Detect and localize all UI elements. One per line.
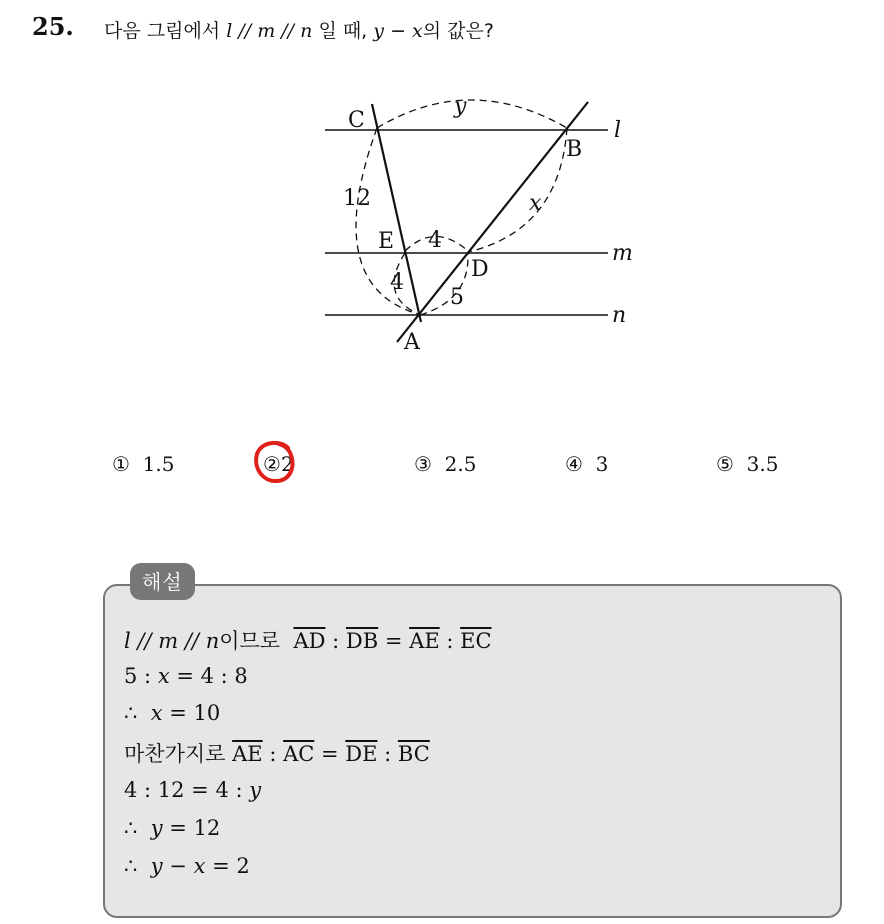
ratio-colon: : — [446, 629, 454, 653]
question-number: 25. — [32, 12, 74, 41]
choice-value: 1.5 — [142, 452, 175, 476]
choice-number: ③ — [414, 452, 432, 476]
measure-ea-label: 4 — [390, 270, 404, 295]
point-d-label: D — [471, 257, 489, 282]
choice-number: ② — [263, 452, 281, 476]
segment-de: $\overline{DE}$ — [345, 742, 378, 766]
therefore-symbol: ∴ — [124, 701, 138, 725]
choice-value: 2 — [280, 452, 294, 476]
sym-l: l — [124, 629, 131, 653]
measure-ca-label: 12 — [343, 186, 371, 211]
point-a-label: A — [404, 330, 420, 355]
expr: = 12 — [169, 816, 221, 840]
choice-number: ④ — [565, 452, 583, 476]
segment-db: $\overline{DB}$ — [345, 629, 379, 653]
ratio-colon: : — [332, 629, 340, 653]
expr: = 10 — [169, 701, 221, 725]
var-y: y — [249, 778, 262, 802]
line-m-label: m — [612, 241, 633, 266]
point-e-label: E — [378, 229, 395, 254]
ratio-colon: : — [384, 742, 392, 766]
choice-number: ⑤ — [716, 452, 734, 476]
equals-sign: = — [384, 629, 403, 653]
var-x: x — [150, 701, 163, 725]
solution-line-5 — [124, 778, 261, 802]
sym-parallel: // — [184, 629, 200, 653]
segment-ad: $\overline{AD}$ — [293, 629, 326, 653]
point-b-label: B — [566, 137, 583, 162]
expr: 4 : 12 = 4 : — [124, 778, 243, 802]
question-prefix: 다음 그림에서 — [104, 20, 221, 42]
therefore-symbol: ∴ — [124, 816, 138, 840]
var-y: y — [150, 816, 163, 840]
solution-tag: 해설 — [130, 563, 195, 600]
var-x: x — [412, 20, 423, 42]
arc-12 — [356, 128, 418, 314]
parallel-symbol: // — [238, 20, 252, 42]
line-n-symbol: n — [300, 20, 313, 42]
segment-ac: $\overline{AC}$ — [283, 742, 315, 766]
choice-1[interactable] — [112, 452, 174, 476]
question-text — [104, 16, 494, 43]
var-x: x — [157, 664, 170, 688]
expr: 5 : — [124, 664, 152, 688]
segment-bc: $\overline{BC}$ — [397, 742, 430, 766]
line-l-symbol: l — [226, 20, 233, 42]
equals-sign: = — [321, 742, 339, 766]
arc-y — [377, 100, 567, 128]
sym-m: m — [158, 629, 179, 653]
line-l-label: l — [614, 118, 622, 143]
choice-number: ① — [112, 452, 130, 476]
segment-ae: $\overline{AE}$ — [232, 742, 263, 766]
text-therefore-kr: 이므로 — [219, 629, 281, 653]
geometry-figure — [300, 85, 660, 355]
expr: = 4 : 8 — [176, 664, 248, 688]
choice-4[interactable] — [565, 452, 608, 476]
segment-ab — [397, 102, 588, 342]
var-x: x — [193, 854, 206, 878]
segment-ec: $\overline{EC}$ — [460, 629, 492, 653]
parallel-symbol: // — [281, 20, 295, 42]
segment-ae: $\overline{AE}$ — [409, 629, 440, 653]
measure-x-label: x — [529, 191, 542, 216]
line-m-symbol: m — [257, 20, 276, 42]
solution-line-7 — [124, 854, 250, 878]
solution-line-1 — [124, 625, 492, 655]
point-c-label: C — [348, 108, 365, 133]
question-suffix: 의 값은? — [422, 20, 494, 42]
choice-5[interactable] — [716, 452, 778, 476]
solution-line-2 — [124, 664, 248, 688]
measure-ed-label: 4 — [428, 228, 442, 253]
choice-value: 3 — [595, 452, 609, 476]
sym-n: n — [205, 629, 220, 653]
var-y: y — [373, 20, 385, 42]
therefore-symbol: ∴ — [124, 854, 138, 878]
minus-sign: − — [169, 854, 187, 878]
choice-3[interactable] — [414, 452, 476, 476]
measure-y-label: y — [454, 94, 467, 119]
solution-line-6 — [124, 816, 220, 840]
minus-sign: − — [390, 20, 406, 42]
measure-ad-label: 5 — [450, 285, 464, 310]
expr: = 2 — [212, 854, 250, 878]
var-y: y — [150, 854, 163, 878]
text-likewise-kr: 마찬가지로 — [124, 742, 226, 766]
line-n-label: n — [612, 303, 627, 328]
selected-answer-circle-icon — [251, 438, 299, 488]
solution-line-3 — [124, 701, 220, 725]
sym-parallel: // — [137, 629, 152, 653]
choice-value: 2.5 — [444, 452, 477, 476]
solution-line-4 — [124, 738, 430, 768]
ratio-colon: : — [269, 742, 277, 766]
question-mid: 일 때, — [318, 20, 368, 42]
choice-value: 3.5 — [746, 452, 779, 476]
